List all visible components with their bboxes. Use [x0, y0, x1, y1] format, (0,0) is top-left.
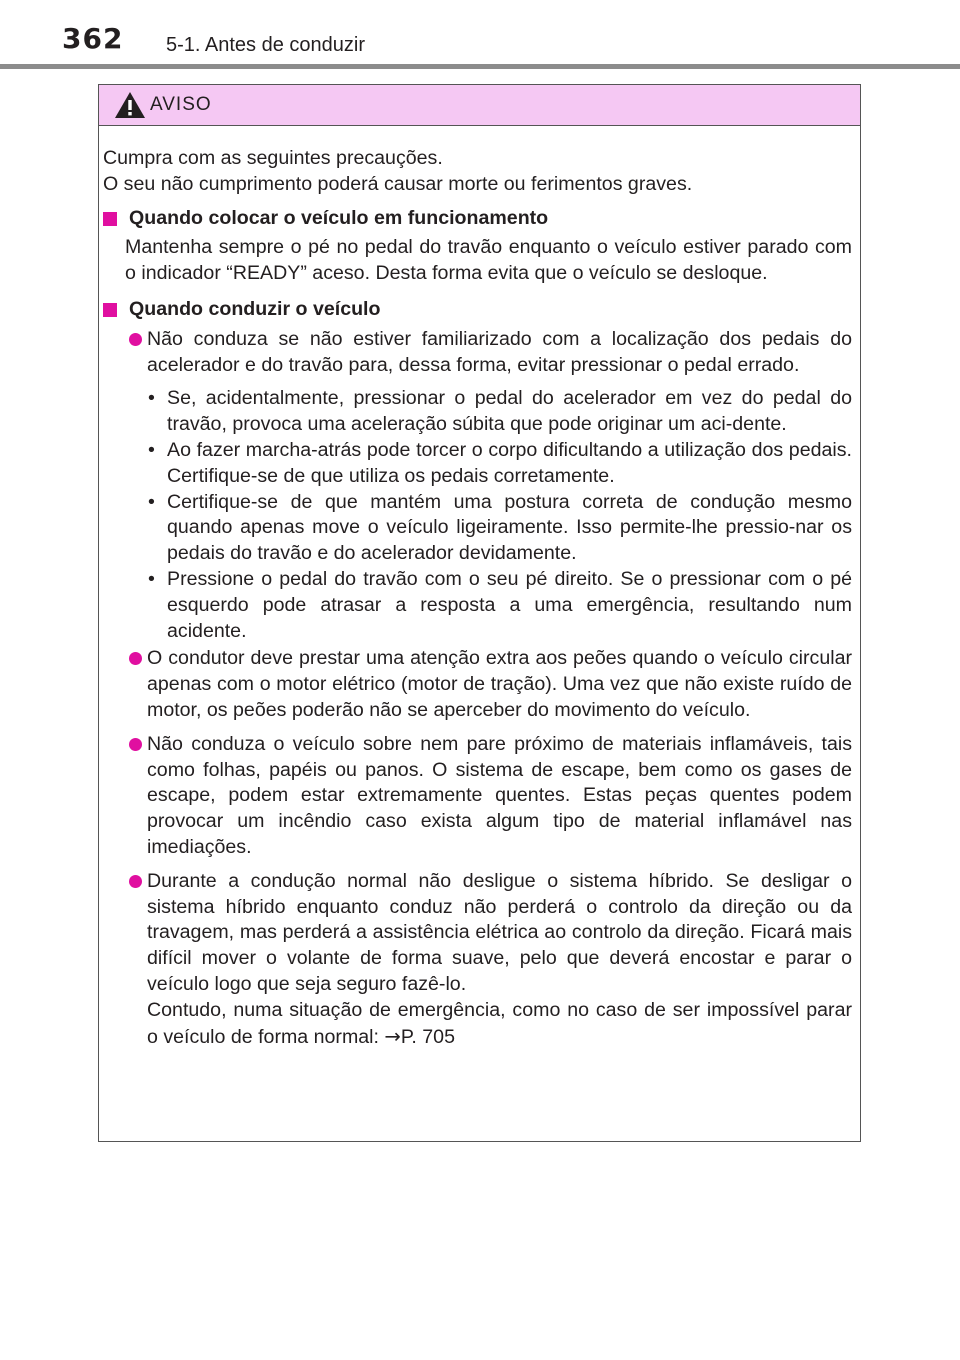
section-title: 5-1. Antes de conduzir — [166, 34, 366, 56]
intro-line-2: O seu não cumprimento poderá causar morte ou ferimentos graves. — [103, 172, 693, 195]
page-reference-link[interactable]: P. 705 — [400, 1025, 455, 1048]
list-item-text: O condutor deve prestar uma atenção extra aos peões quando o veículo circular apenas com o motor elétrico (motor de tração). Uma vez que não existe ruído de motor, os peões poderão não se aperceber do movimento do veículo. — [147, 647, 852, 721]
bullet-item — [103, 490, 852, 567]
square-bullet-icon — [103, 303, 117, 317]
bullet-mark: • — [148, 387, 155, 410]
header-rule — [0, 64, 960, 69]
bullet-item — [103, 567, 852, 644]
list-item-text: Não conduza o veículo sobre nem pare próximo de materiais inflamáveis, tais como folhas, papéis ou panos. O sistema de escape, bem como os gases de escape, podem estar extremamente quentes. Estas peças quentes podem provocar um incêndio caso exista algum tipo de material inflamável nas imediações. — [147, 732, 852, 858]
bullet-text: Certifique-se de que mantém uma postura correta de condução mesmo quando apenas move o veículo ligeiramente. Isso permite-lhe pressio-nar os pedais do travão e do acelerador devidamente. — [167, 490, 852, 565]
bullet-mark: • — [148, 490, 155, 513]
bullet-text: Ao fazer marcha-atrás pode torcer o corpo dificultando a utilização dos pedais. Certifique-se de que utiliza os pedais corretamente. — [167, 438, 852, 487]
continuation-text: Contudo, numa situação de emergência, como no caso de ser impossível parar o veículo de forma normal: — [147, 998, 852, 1048]
section-paragraph: Mantenha sempre o pé no pedal do travão enquanto o veículo estiver parado com o indicador “READY” aceso. Desta forma evita que o veículo se desloque. — [125, 236, 852, 285]
list-item — [103, 732, 852, 861]
list-item — [103, 646, 852, 723]
square-bullet-icon — [103, 212, 117, 226]
section-heading-text: Quando colocar o veículo em funcionamento — [129, 206, 549, 229]
circle-bullet-icon — [129, 333, 142, 346]
warning-body — [99, 126, 860, 1050]
circle-bullet-icon — [129, 652, 142, 665]
warning-label: AVISO — [150, 94, 212, 115]
list-item — [103, 869, 852, 1051]
section-heading-text: Quando conduzir o veículo — [129, 297, 381, 320]
warning-box — [98, 84, 861, 1142]
warning-header — [99, 85, 860, 126]
page-number: 362 — [62, 22, 124, 55]
section-heading-driving — [103, 297, 852, 323]
list-item — [103, 327, 852, 379]
bullet-list — [103, 386, 852, 644]
bullet-mark: • — [148, 438, 155, 461]
list-item-text: Não conduza se não estiver familiarizado com a localização dos pedais do acelerador e do travão para, dessa forma, evitar pressionar o pedal errado. — [147, 327, 852, 376]
bullet-item — [103, 438, 852, 490]
list-item-continuation — [147, 998, 852, 1051]
bullet-mark: • — [148, 567, 155, 590]
list-item-text: Durante a condução normal não desligue o sistema híbrido. Se desligar o sistema híbrido enquanto conduz não perderá o controlo da direção ou da travagem, mas perderá a assistência elétrica ao controlo da direção. Ficará mais difícil mover o volante de forma suave, pelo que deverá encostar e parar o veículo logo que seja seguro fazê-lo. — [147, 869, 852, 995]
intro-line-1: Cumpra com as seguintes precauções. — [103, 147, 443, 169]
page-reference-arrow-icon: → — [384, 1024, 401, 1048]
section-heading-start — [103, 206, 852, 232]
circle-bullet-icon — [129, 738, 142, 751]
bullet-item — [103, 386, 852, 438]
warning-triangle-icon — [113, 90, 147, 120]
bullet-text: Pressione o pedal do travão com o seu pé direito. Se o pressionar com o pé esquerdo pode atrasar a resposta a uma emergência, resultando num acidente. — [167, 567, 852, 642]
circle-bullet-icon — [129, 875, 142, 888]
bullet-text: Se, acidentalmente, pressionar o pedal do acelerador em vez do pedal do travão, provoca uma aceleração súbita que pode originar um aci-dente. — [167, 387, 852, 436]
